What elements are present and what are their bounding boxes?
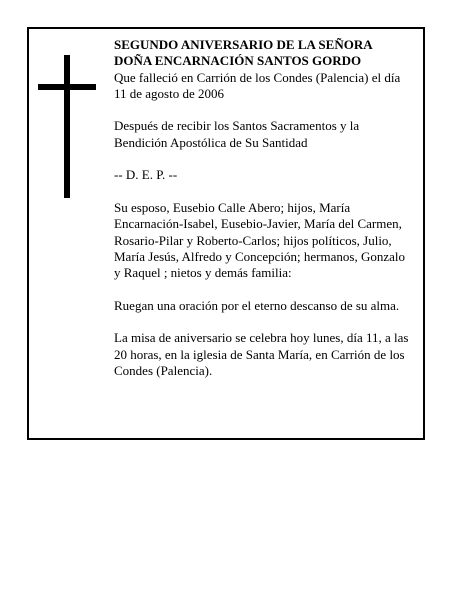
notice-title-line-1: SEGUNDO ANIVERSARIO DE LA SEÑORA xyxy=(114,37,373,52)
family-paragraph: Su esposo, Eusebio Calle Abero; hijos, María Encarnación-Isabel, Eusebio-Javier, María del Carmen, Rosario-Pilar y Roberto-Carlos; hijos políticos, Julio, María Jesús, Alfredo y Concepción; hermanos, Gonzalo y Raquel ; nietos y demás familia: xyxy=(114,199,405,281)
prayer-paragraph: Ruegan una oración por el eterno descanso de su alma. xyxy=(114,297,400,313)
cross-horizontal-bar xyxy=(38,84,96,90)
mass-paragraph: La misa de aniversario se celebra hoy lunes, día 11, a las 20 horas, en la iglesia de Santa María, en Carrión de los Condes (Palencia). xyxy=(114,330,409,378)
rip-line: -- D. E. P. -- xyxy=(114,167,178,183)
sacraments-paragraph: Después de recibir los Santos Sacramentos y la Bendición Apostólica de Su Santidad xyxy=(114,118,360,150)
obituary-notice-text xyxy=(114,37,414,396)
death-info: Que falleció en Carrión de los Condes (Palencia) el día 11 de agosto de 2006 xyxy=(114,69,401,101)
cross-vertical-bar xyxy=(64,55,70,198)
notice-heading-block xyxy=(114,37,414,102)
notice-title-line-2: DOÑA ENCARNACIÓN SANTOS GORDO xyxy=(114,53,362,69)
